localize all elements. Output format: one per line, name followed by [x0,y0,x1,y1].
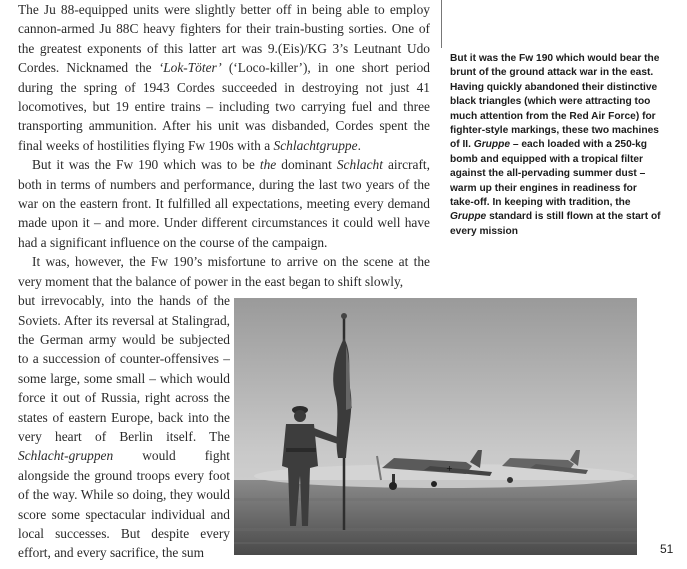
photo-caption: But it was the Fw 190 which would bear the brunt of the ground attack war in the east. Having quickly abandoned their distinctive black triangles (which were attracting too much attention from the Red Air Force) for fighter-style markings, these two machines of II. Gruppe – each loaded with a 250-kg bomb and equipped with a tropical filter against the all-pervading summer dust – warm up their engines in readiness for take-off. In keeping with tradition, the Gruppe standard is still flown at the start of every mission [450,53,661,237]
airfield-photo [234,298,637,555]
paragraph-1: The Ju 88-equipped units were slightly better off in being able to employ cannon-armed Ju 88C heavy fighters for their train-busting sorties. One of the greatest exponents of this latter art was 9.(Eis)/KG 3’s Leutnant Udo Cordes. Nicknamed the ‘Lok-Töter’ (‘Loco-killer’), in one short period during the spring of 1943 Cordes succeeded in destroying not just 41 locomotives, but 19 entire trains – including two carrying fuel and three transporting ammunition. After his unit was disbanded, Cordes spent the final weeks of hostilities flying Fw 190s with a Schlachtgruppe. [18,2,430,153]
caption-divider [441,0,442,48]
svg-text:+: + [446,464,453,473]
paragraph-3-top: It was, however, the Fw 190’s misfortune to arrive on the scene at the very moment that the balance of power in the east began to shift slowly, [18,254,430,289]
paragraph-2: But it was the Fw 190 which was to be the dominant Schlacht aircraft, both in terms of numbers and performance, during the last two years of the war on the eastern front. It fulfilled all expectations, meeting every demand made upon it – and more. Under different circumstances it could well have had a significant influence on the course of the campaign. [18,157,430,250]
photo-illustration [234,298,637,555]
paragraph-3-wrapped: but irrevocably, into the hands of the Soviets. After its reversal at Stalingrad, the German army would be subjected to a succession of counter-offensives – some large, some small – which would force it out of Russia, right across the states of eastern Europe, back into the very heart of Berlin itself. The Schlacht-gruppen would fight alongside the ground troops every foot of the way. While so doing, they would score some spectacular individual and local successes. But despite every effort, and every sacrifice, the sum [18,293,230,561]
nickname: ‘Lok-Töter’ [158,60,222,76]
page-number: 51 [660,542,674,556]
